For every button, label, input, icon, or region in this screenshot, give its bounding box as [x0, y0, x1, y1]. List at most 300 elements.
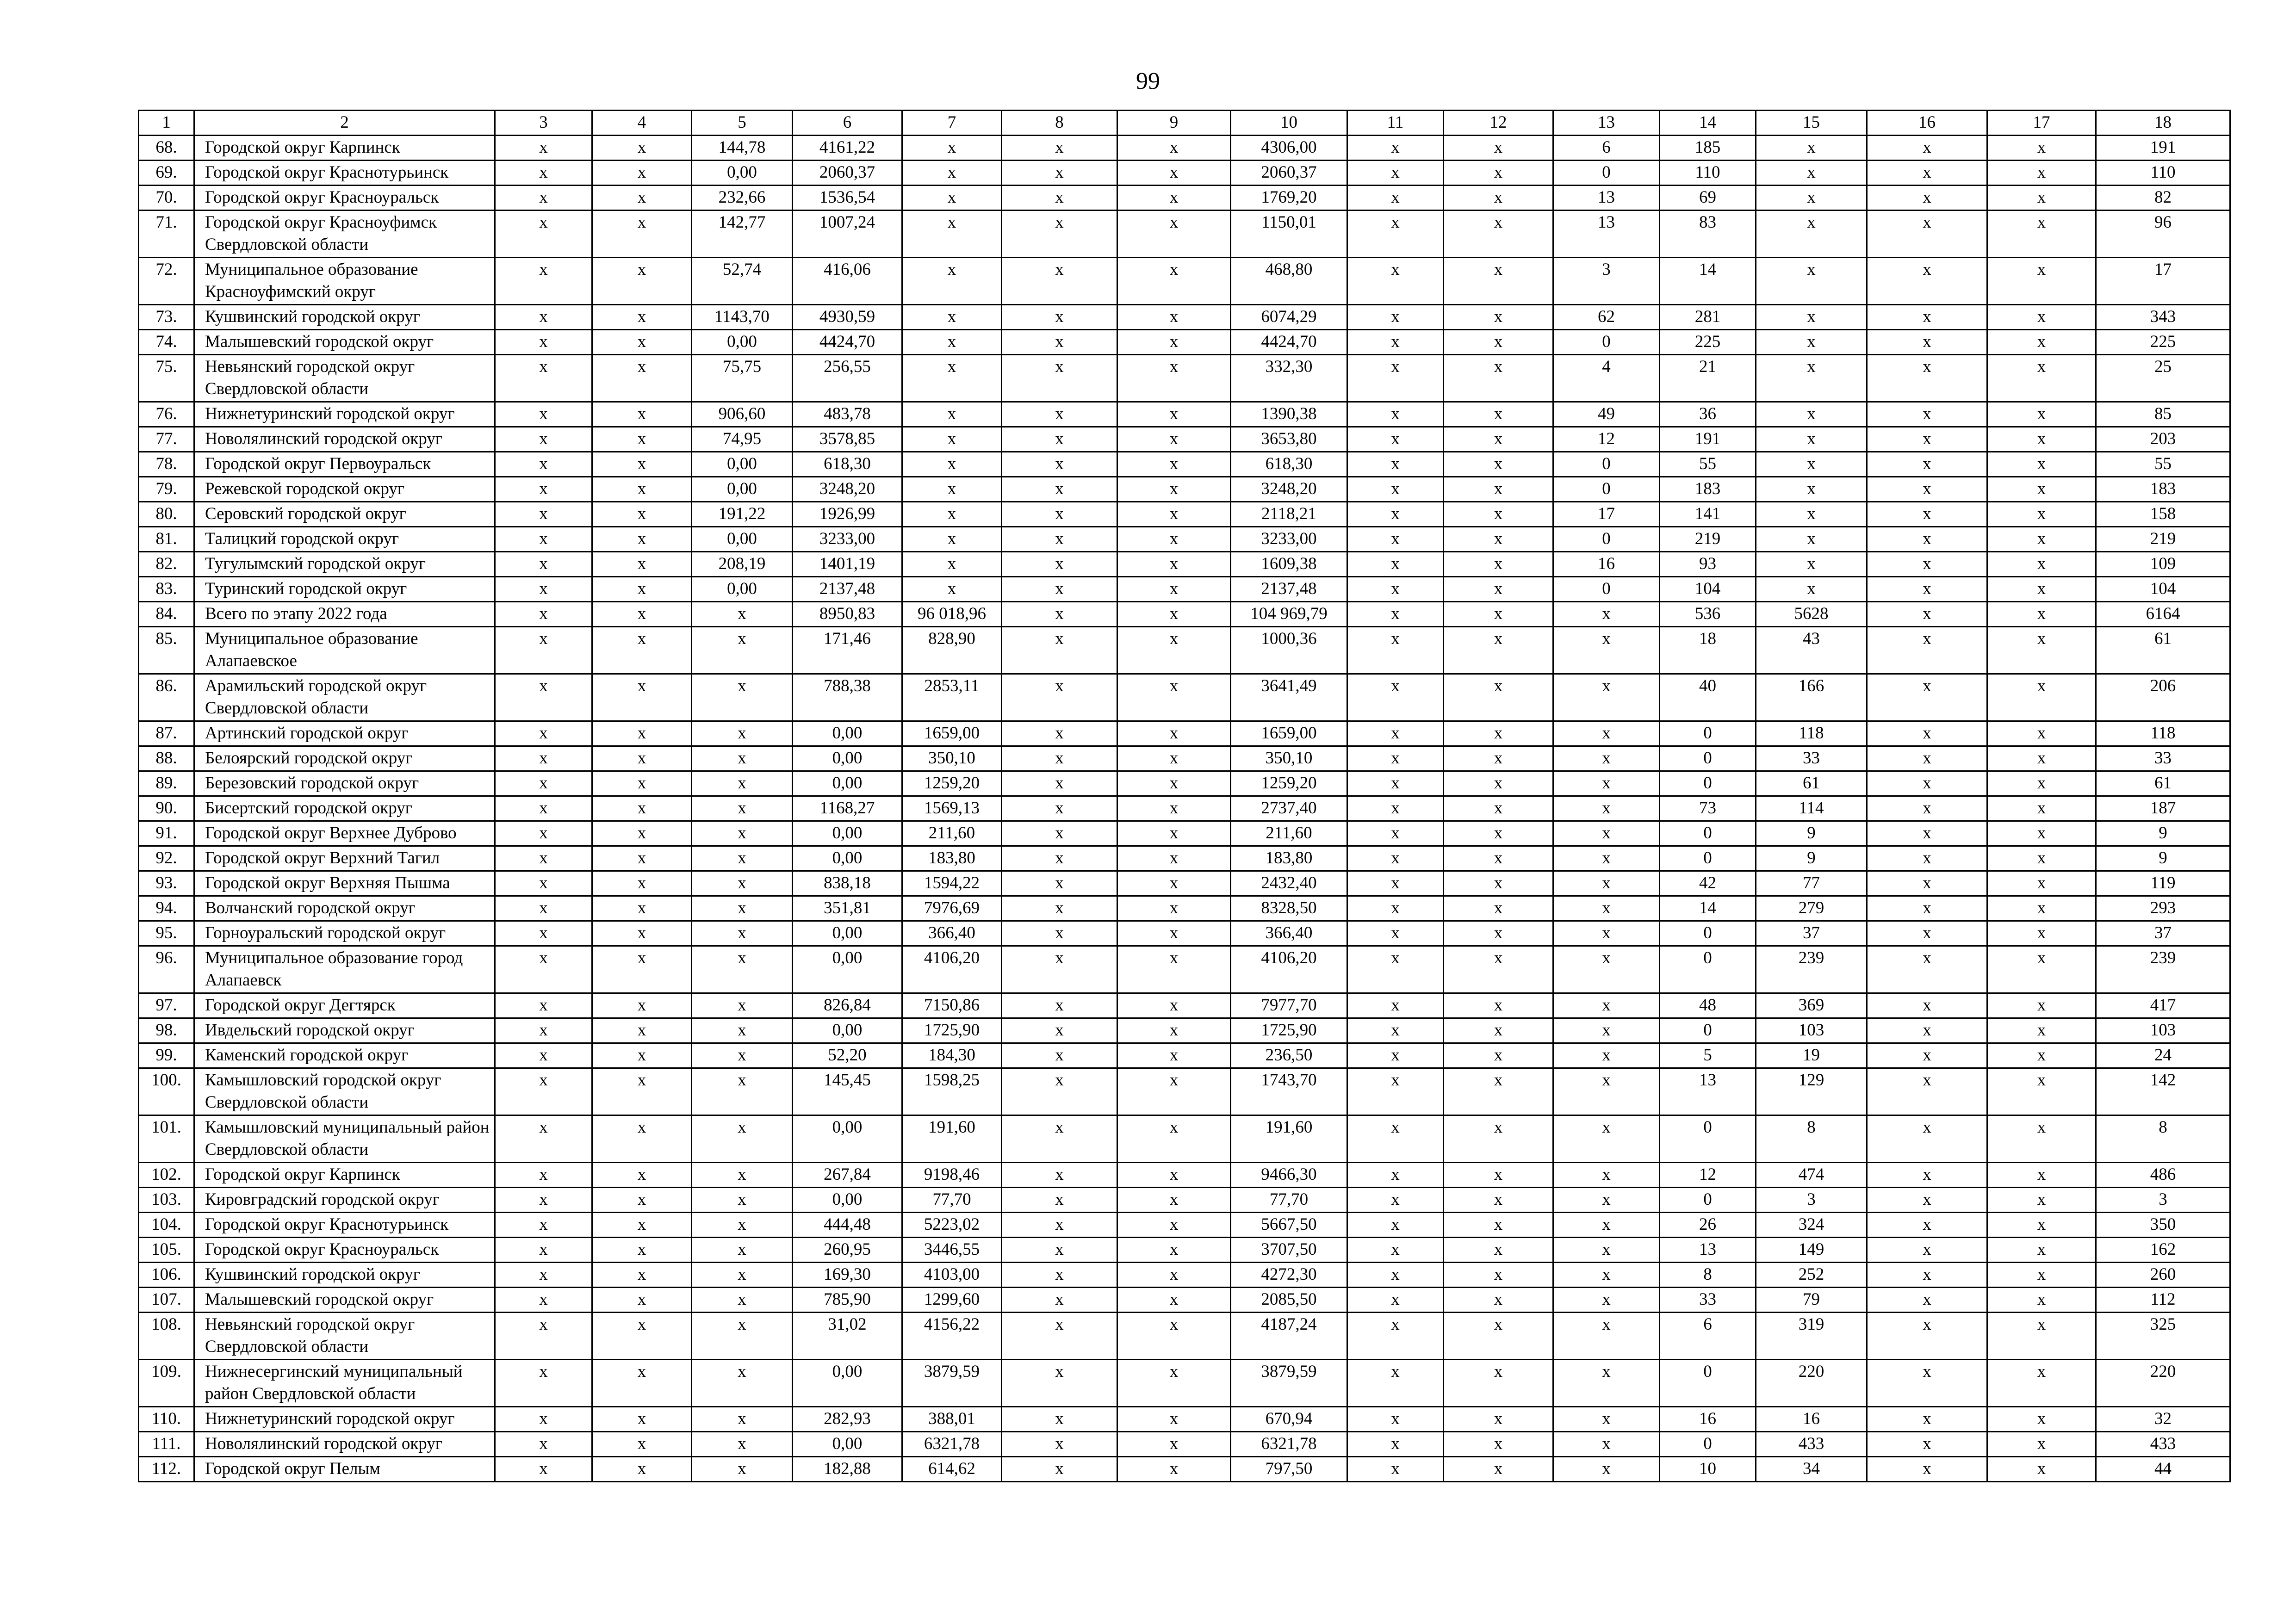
value-cell: х	[495, 1043, 592, 1068]
value-cell: х	[692, 896, 793, 921]
value-cell: х	[1987, 427, 2096, 452]
value-cell: 1536,54	[793, 186, 902, 211]
value-cell: х	[1117, 921, 1231, 946]
value-cell: х	[1117, 1360, 1231, 1407]
value-cell: 343	[2096, 305, 2230, 330]
value-cell: 33	[1756, 746, 1867, 771]
value-cell: х	[592, 921, 692, 946]
value-cell: 21	[1660, 355, 1756, 402]
value-cell: х	[1347, 211, 1444, 258]
value-cell: х	[592, 821, 692, 846]
row-number-cell: 69.	[139, 161, 194, 186]
value-cell: 52,20	[793, 1043, 902, 1068]
value-cell: х	[1987, 1188, 2096, 1213]
value-cell: х	[1444, 552, 1553, 577]
value-cell: 351,81	[793, 896, 902, 921]
municipality-name-cell: Талицкий городской округ	[194, 527, 495, 552]
value-cell: х	[1002, 186, 1117, 211]
value-cell: 1299,60	[902, 1288, 1002, 1313]
value-cell: 103	[1756, 1018, 1867, 1043]
value-cell: х	[1756, 402, 1867, 427]
value-cell: х	[1867, 1163, 1987, 1188]
value-cell: 8	[1756, 1115, 1867, 1163]
value-cell: х	[592, 1238, 692, 1263]
value-cell: х	[1553, 1213, 1660, 1238]
value-cell: 77,70	[1231, 1188, 1347, 1213]
row-number-cell: 81.	[139, 527, 194, 552]
value-cell: х	[1117, 993, 1231, 1018]
value-cell: х	[1117, 896, 1231, 921]
value-cell: х	[1444, 452, 1553, 477]
value-cell: х	[1117, 402, 1231, 427]
value-cell: 8	[1660, 1263, 1756, 1288]
value-cell: 2737,40	[1231, 796, 1347, 821]
value-cell: 206	[2096, 674, 2230, 721]
value-cell: х	[592, 746, 692, 771]
value-cell: х	[1987, 136, 2096, 161]
row-number-cell: 74.	[139, 330, 194, 355]
value-cell: 260,95	[793, 1238, 902, 1263]
value-cell: 366,40	[1231, 921, 1347, 946]
row-number-cell: 99.	[139, 1043, 194, 1068]
value-cell: х	[495, 993, 592, 1018]
value-cell: х	[1002, 211, 1117, 258]
value-cell: 112	[2096, 1288, 2230, 1313]
value-cell: 77	[1756, 871, 1867, 896]
municipality-name-cell: Городской округ Верхний Тагил	[194, 846, 495, 871]
value-cell: 13	[1660, 1068, 1756, 1115]
value-cell: 9198,46	[902, 1163, 1002, 1188]
value-cell: 3233,00	[1231, 527, 1347, 552]
value-cell: 17	[1553, 502, 1660, 527]
value-cell: х	[1867, 1213, 1987, 1238]
value-cell: х	[902, 577, 1002, 602]
table-row	[139, 1432, 2230, 1457]
value-cell: 7977,70	[1231, 993, 1347, 1018]
value-cell: 7150,86	[902, 993, 1002, 1018]
value-cell: х	[592, 871, 692, 896]
value-cell: х	[1553, 1432, 1660, 1457]
value-cell: х	[1117, 1068, 1231, 1115]
value-cell: х	[1867, 1457, 1987, 1482]
value-cell: 3	[1553, 258, 1660, 305]
value-cell: х	[1002, 1163, 1117, 1188]
value-cell: 2118,21	[1231, 502, 1347, 527]
value-cell: х	[592, 452, 692, 477]
value-cell: 42	[1660, 871, 1756, 896]
value-cell: 267,84	[793, 1163, 902, 1188]
value-cell: х	[1987, 896, 2096, 921]
value-cell: 185	[1660, 136, 1756, 161]
value-cell: х	[1117, 1213, 1231, 1238]
value-cell: 114	[1756, 796, 1867, 821]
value-cell: х	[495, 721, 592, 746]
value-cell: х	[1987, 305, 2096, 330]
value-cell: х	[1867, 305, 1987, 330]
value-cell: х	[1002, 136, 1117, 161]
value-cell: х	[592, 427, 692, 452]
value-cell: х	[1987, 1018, 2096, 1043]
value-cell: 0,00	[692, 527, 793, 552]
value-cell: 183,80	[902, 846, 1002, 871]
value-cell: х	[1987, 1238, 2096, 1263]
value-cell: 797,50	[1231, 1457, 1347, 1482]
value-cell: х	[495, 821, 592, 846]
value-cell: х	[1444, 846, 1553, 871]
value-cell: х	[1867, 746, 1987, 771]
municipality-name-cell: Туринский городской округ	[194, 577, 495, 602]
value-cell: х	[1347, 258, 1444, 305]
value-cell: 3707,50	[1231, 1238, 1347, 1263]
value-cell: 1725,90	[1231, 1018, 1347, 1043]
table-row	[139, 1407, 2230, 1432]
value-cell: х	[1002, 427, 1117, 452]
value-cell: х	[1867, 821, 1987, 846]
value-cell: х	[1444, 1163, 1553, 1188]
row-number-cell: 86.	[139, 674, 194, 721]
value-cell: 0	[1553, 330, 1660, 355]
value-cell: 96	[2096, 211, 2230, 258]
value-cell: 191,22	[692, 502, 793, 527]
value-cell: х	[592, 846, 692, 871]
row-number-cell: 73.	[139, 305, 194, 330]
value-cell: 417	[2096, 993, 2230, 1018]
value-cell: х	[592, 771, 692, 796]
value-cell: 2137,48	[793, 577, 902, 602]
value-cell: 1150,01	[1231, 211, 1347, 258]
value-cell: х	[592, 1163, 692, 1188]
value-cell: х	[1444, 1238, 1553, 1263]
value-cell: 62	[1553, 305, 1660, 330]
value-cell: 444,48	[793, 1213, 902, 1238]
value-cell: х	[1002, 1213, 1117, 1238]
municipality-name-cell: Городской округ Карпинск	[194, 136, 495, 161]
value-cell: 281	[1660, 305, 1756, 330]
value-cell: х	[1867, 427, 1987, 452]
value-cell: 826,84	[793, 993, 902, 1018]
value-cell: х	[495, 1288, 592, 1313]
value-cell: х	[495, 1115, 592, 1163]
value-cell: х	[1002, 1288, 1117, 1313]
value-cell: х	[1347, 1043, 1444, 1068]
value-cell: х	[902, 330, 1002, 355]
value-cell: 0,00	[793, 721, 902, 746]
value-cell: 350	[2096, 1213, 2230, 1238]
value-cell: 2853,11	[902, 674, 1002, 721]
value-cell: 18	[1660, 627, 1756, 674]
value-cell: 16	[1660, 1407, 1756, 1432]
value-cell: 614,62	[902, 1457, 1002, 1482]
value-cell: 9	[2096, 846, 2230, 871]
table-row	[139, 746, 2230, 771]
value-cell: х	[1553, 1288, 1660, 1313]
value-cell: 211,60	[902, 821, 1002, 846]
table-row	[139, 330, 2230, 355]
value-cell: 25	[2096, 355, 2230, 402]
value-cell: 85	[2096, 402, 2230, 427]
value-cell: 14	[1660, 896, 1756, 921]
value-cell: х	[1117, 846, 1231, 871]
value-cell: х	[592, 1213, 692, 1238]
value-cell: х	[1002, 1238, 1117, 1263]
value-cell: х	[1867, 1288, 1987, 1313]
value-cell: 0,00	[793, 1115, 902, 1163]
column-header: 12	[1444, 111, 1553, 136]
value-cell: 118	[1756, 721, 1867, 746]
value-cell: х	[902, 477, 1002, 502]
value-cell: х	[1756, 552, 1867, 577]
value-cell: 319	[1756, 1313, 1867, 1360]
value-cell: х	[1444, 896, 1553, 921]
table-row	[139, 427, 2230, 452]
value-cell: х	[1867, 477, 1987, 502]
value-cell: 0	[1660, 721, 1756, 746]
table-row	[139, 921, 2230, 946]
value-cell: х	[1117, 627, 1231, 674]
value-cell: 1007,24	[793, 211, 902, 258]
municipality-name-cell: Березовский городской округ	[194, 771, 495, 796]
value-cell: 79	[1756, 1288, 1867, 1313]
table-row	[139, 1213, 2230, 1238]
value-cell: х	[1444, 921, 1553, 946]
value-cell: х	[495, 1407, 592, 1432]
value-cell: х	[1553, 721, 1660, 746]
value-cell: х	[592, 552, 692, 577]
value-cell: х	[1444, 527, 1553, 552]
table-row	[139, 186, 2230, 211]
value-cell: х	[692, 1238, 793, 1263]
value-cell: х	[1867, 846, 1987, 871]
value-cell: х	[1444, 993, 1553, 1018]
value-cell: х	[1444, 258, 1553, 305]
column-header: 2	[194, 111, 495, 136]
value-cell: х	[495, 846, 592, 871]
value-cell: 69	[1660, 186, 1756, 211]
value-cell: х	[902, 258, 1002, 305]
value-cell: х	[1867, 771, 1987, 796]
table-row	[139, 1188, 2230, 1213]
value-cell: 260	[2096, 1263, 2230, 1288]
value-cell: х	[1867, 871, 1987, 896]
value-cell: 33	[2096, 746, 2230, 771]
value-cell: 9	[1756, 846, 1867, 871]
value-cell: х	[1867, 211, 1987, 258]
value-cell: х	[1553, 921, 1660, 946]
value-cell: х	[1867, 552, 1987, 577]
value-cell: х	[1867, 1115, 1987, 1163]
value-cell: 0	[1660, 921, 1756, 946]
value-cell: х	[1347, 746, 1444, 771]
municipality-name-cell: Кировградский городской округ	[194, 1188, 495, 1213]
value-cell: х	[1117, 1263, 1231, 1288]
value-cell: 0	[1553, 452, 1660, 477]
value-cell: 0,00	[692, 477, 793, 502]
value-cell: 906,60	[692, 402, 793, 427]
value-cell: 0	[1660, 1432, 1756, 1457]
value-cell: х	[1117, 1043, 1231, 1068]
value-cell: х	[1867, 330, 1987, 355]
value-cell: х	[692, 921, 793, 946]
value-cell: х	[1987, 1457, 2096, 1482]
value-cell: х	[1347, 896, 1444, 921]
value-cell: х	[1553, 896, 1660, 921]
column-header: 4	[592, 111, 692, 136]
value-cell: х	[1117, 355, 1231, 402]
value-cell: х	[902, 427, 1002, 452]
value-cell: х	[1347, 402, 1444, 427]
value-cell: 220	[1756, 1360, 1867, 1407]
value-cell: 37	[1756, 921, 1867, 946]
value-cell: 219	[2096, 527, 2230, 552]
value-cell: 36	[1660, 402, 1756, 427]
value-cell: х	[1347, 577, 1444, 602]
value-cell: 16	[1756, 1407, 1867, 1432]
value-cell: х	[495, 896, 592, 921]
value-cell: х	[1117, 330, 1231, 355]
value-cell: 10	[1660, 1457, 1756, 1482]
value-cell: 16	[1553, 552, 1660, 577]
value-cell: х	[902, 136, 1002, 161]
value-cell: х	[592, 1018, 692, 1043]
value-cell: х	[1444, 1018, 1553, 1043]
value-cell: х	[1444, 1432, 1553, 1457]
value-cell: 0,00	[793, 1188, 902, 1213]
value-cell: х	[1867, 946, 1987, 993]
value-cell: 0	[1660, 946, 1756, 993]
value-cell: 183	[1660, 477, 1756, 502]
value-cell: 145,45	[793, 1068, 902, 1115]
table-row	[139, 1163, 2230, 1188]
value-cell: х	[1117, 161, 1231, 186]
value-cell: х	[1987, 821, 2096, 846]
table-row	[139, 402, 2230, 427]
value-cell: 110	[2096, 161, 2230, 186]
row-number-cell: 105.	[139, 1238, 194, 1263]
value-cell: х	[592, 305, 692, 330]
value-cell: х	[1756, 477, 1867, 502]
value-cell: х	[1002, 577, 1117, 602]
value-cell: х	[1867, 186, 1987, 211]
value-cell: х	[1756, 330, 1867, 355]
table-row	[139, 452, 2230, 477]
value-cell: х	[1444, 771, 1553, 796]
value-cell: х	[495, 1360, 592, 1407]
value-cell: х	[1117, 211, 1231, 258]
value-cell: х	[1553, 627, 1660, 674]
value-cell: 93	[1660, 552, 1756, 577]
value-cell: х	[1117, 946, 1231, 993]
value-cell: 279	[1756, 896, 1867, 921]
value-cell: х	[1444, 211, 1553, 258]
value-cell: х	[1117, 821, 1231, 846]
value-cell: х	[1117, 577, 1231, 602]
row-number-cell: 91.	[139, 821, 194, 846]
value-cell: 3641,49	[1231, 674, 1347, 721]
value-cell: х	[1347, 527, 1444, 552]
municipality-name-cell: Городской округ Красноуфимск Свердловской области	[194, 211, 495, 258]
table-row	[139, 1288, 2230, 1313]
value-cell: х	[1987, 1115, 2096, 1163]
value-cell: 37	[2096, 921, 2230, 946]
value-cell: х	[1987, 1360, 2096, 1407]
value-cell: х	[1002, 161, 1117, 186]
value-cell: 618,30	[1231, 452, 1347, 477]
value-cell: х	[1867, 1238, 1987, 1263]
value-cell: 158	[2096, 502, 2230, 527]
value-cell: 166	[1756, 674, 1867, 721]
table-row	[139, 527, 2230, 552]
row-number-cell: 109.	[139, 1360, 194, 1407]
value-cell: 13	[1660, 1238, 1756, 1263]
value-cell: х	[692, 1407, 793, 1432]
value-cell: х	[1002, 674, 1117, 721]
value-cell: х	[1867, 1188, 1987, 1213]
value-cell: х	[1867, 1018, 1987, 1043]
value-cell: х	[902, 552, 1002, 577]
value-cell: х	[592, 1360, 692, 1407]
value-cell: 474	[1756, 1163, 1867, 1188]
value-cell: х	[495, 746, 592, 771]
value-cell: 0,00	[793, 1432, 902, 1457]
municipality-name-cell: Всего по этапу 2022 года	[194, 602, 495, 627]
value-cell: 182,88	[793, 1457, 902, 1482]
value-cell: х	[592, 502, 692, 527]
value-cell: х	[1987, 402, 2096, 427]
value-cell: х	[1117, 1432, 1231, 1457]
value-cell: 191,60	[902, 1115, 1002, 1163]
value-cell: х	[1444, 602, 1553, 627]
value-cell: х	[1553, 1068, 1660, 1115]
value-cell: х	[495, 1263, 592, 1288]
column-header: 18	[2096, 111, 2230, 136]
row-number-cell: 72.	[139, 258, 194, 305]
value-cell: 486	[2096, 1163, 2230, 1188]
value-cell: х	[1756, 452, 1867, 477]
value-cell: х	[1444, 502, 1553, 527]
table-row	[139, 577, 2230, 602]
value-cell: х	[1553, 796, 1660, 821]
municipality-name-cell: Серовский городской округ	[194, 502, 495, 527]
row-number-cell: 70.	[139, 186, 194, 211]
value-cell: 77,70	[902, 1188, 1002, 1213]
value-cell: х	[1867, 161, 1987, 186]
table-row	[139, 1068, 2230, 1115]
value-cell: 838,18	[793, 871, 902, 896]
value-cell: 211,60	[1231, 821, 1347, 846]
value-cell: 252	[1756, 1263, 1867, 1288]
value-cell: х	[1347, 1407, 1444, 1432]
value-cell: х	[1444, 721, 1553, 746]
value-cell: х	[692, 771, 793, 796]
value-cell: 5667,50	[1231, 1213, 1347, 1238]
value-cell: х	[592, 1043, 692, 1068]
value-cell: х	[692, 1313, 793, 1360]
value-cell: 162	[2096, 1238, 2230, 1263]
value-cell: х	[1867, 1068, 1987, 1115]
table-row	[139, 355, 2230, 402]
value-cell: 34	[1756, 1457, 1867, 1482]
value-cell: х	[1553, 1360, 1660, 1407]
municipality-name-cell: Невьянский городской округ Свердловской области	[194, 355, 495, 402]
value-cell: х	[1867, 1360, 1987, 1407]
value-cell: х	[1347, 993, 1444, 1018]
value-cell: х	[692, 821, 793, 846]
row-number-cell: 98.	[139, 1018, 194, 1043]
value-cell: х	[1444, 1213, 1553, 1238]
value-cell: х	[1002, 771, 1117, 796]
value-cell: 83	[1660, 211, 1756, 258]
value-cell: х	[1347, 477, 1444, 502]
